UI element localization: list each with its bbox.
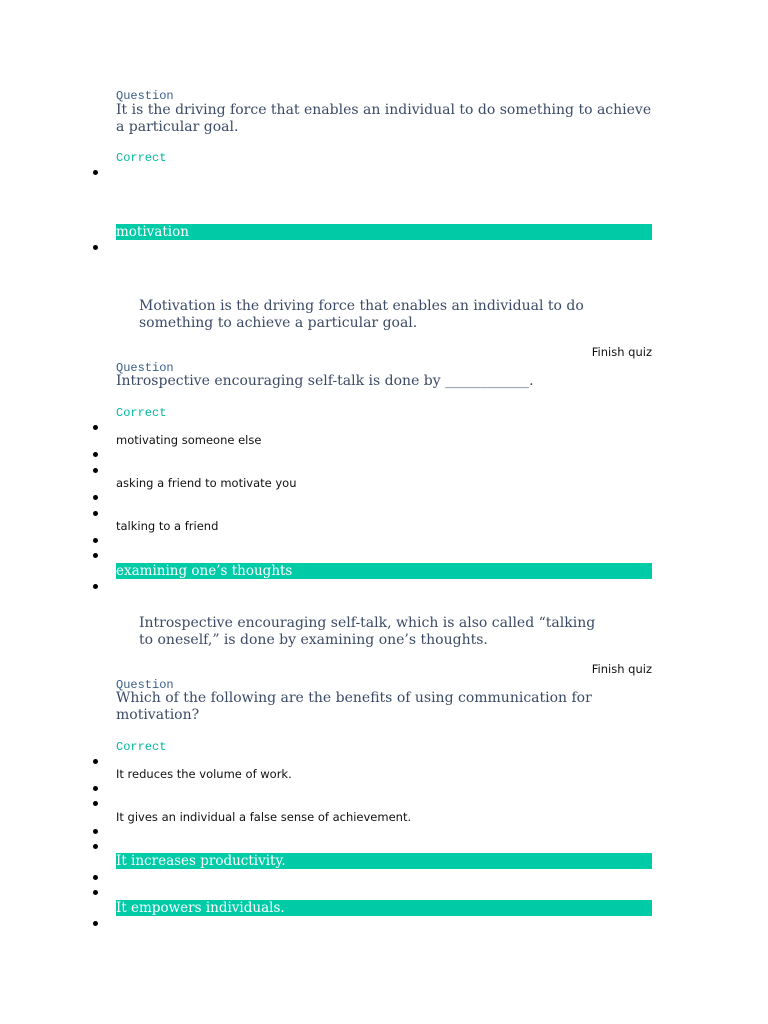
bullet-icon: [93, 538, 98, 543]
bullet-icon: [93, 584, 98, 589]
bullet-icon: [93, 495, 98, 500]
finish-quiz-link[interactable]: Finish quiz: [591, 345, 652, 359]
bullet-icon: [93, 759, 98, 764]
bullet-icon: [93, 245, 98, 250]
selected-answer[interactable]: It empowers individuals.: [116, 900, 652, 916]
question-text: Introspective encouraging self-talk is done by ____________.: [116, 373, 534, 389]
bullet-icon: [93, 875, 98, 880]
answer-explanation: Introspective encouraging self-talk, which is also called “talking to oneself,” is done by examining one’s thoughts.: [139, 615, 596, 648]
bullet-icon: [93, 452, 98, 457]
answer-option[interactable]: motivating someone else: [116, 433, 262, 447]
selected-answer[interactable]: It increases productivity.: [116, 853, 652, 869]
bullet-icon: [93, 170, 98, 175]
question-text: Which of the following are the benefits of using communication for motivation?: [116, 690, 592, 723]
answer-option[interactable]: asking a friend to motivate you: [116, 476, 297, 490]
answer-option[interactable]: It reduces the volume of work.: [116, 767, 292, 781]
selected-answer[interactable]: motivation: [116, 224, 652, 240]
bullet-icon: [93, 890, 98, 895]
question-text: It is the driving force that enables an individual to do something to achieve a particular goal.: [116, 102, 652, 135]
answer-explanation: Motivation is the driving force that enables an individual to do something to achieve a particular goal.: [139, 298, 584, 331]
finish-quiz-link[interactable]: Finish quiz: [591, 662, 652, 676]
bullet-icon: [93, 829, 98, 834]
bullet-icon: [93, 511, 98, 516]
bullet-icon: [93, 801, 98, 806]
bullet-icon: [93, 921, 98, 926]
correct-status: Correct: [116, 406, 167, 420]
bullet-icon: [93, 844, 98, 849]
answer-option[interactable]: It gives an individual a false sense of achievement.: [116, 810, 412, 824]
bullet-icon: [93, 553, 98, 558]
bullet-icon: [93, 468, 98, 473]
correct-status: Correct: [116, 740, 167, 754]
question-label: Question: [116, 89, 174, 103]
correct-status: Correct: [116, 151, 167, 165]
question-label: Question: [116, 361, 174, 375]
bullet-icon: [93, 425, 98, 430]
selected-answer[interactable]: examining one’s thoughts: [116, 563, 652, 579]
answer-option[interactable]: talking to a friend: [116, 519, 219, 533]
bullet-icon: [93, 786, 98, 791]
question-label: Question: [116, 678, 174, 692]
